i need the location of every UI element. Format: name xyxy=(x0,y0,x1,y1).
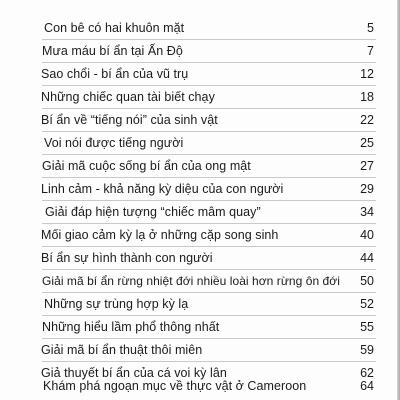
toc-entry-title: Bí ẩn sự hình thành con người xyxy=(41,251,213,265)
toc-entry-title: Giải mã bí ẩn thuật thôi miên xyxy=(41,343,203,357)
toc-entry-title: Sao chổi - bí ẩn của vũ trụ xyxy=(41,67,189,81)
toc-entry-title: Voi nói được tiếng người xyxy=(44,136,184,150)
toc-entry-title: Linh cảm - khả năng kỳ diệu của con người xyxy=(41,182,284,196)
toc-entry-title: Những sự trùng hợp kỳ lạ xyxy=(44,297,189,311)
toc-entry-page: 5 xyxy=(367,21,374,35)
toc-divider xyxy=(42,108,376,109)
toc-entry xyxy=(0,41,400,61)
toc-entry-title: Bí ẩn về “tiếng nói” của sinh vật xyxy=(41,113,218,127)
toc-entry xyxy=(0,294,400,314)
toc-entry xyxy=(0,340,400,360)
toc-divider xyxy=(42,361,376,362)
toc-divider xyxy=(42,62,376,63)
toc-entry-title: Mưa máu bí ẩn tại Ấn Độ xyxy=(42,44,183,58)
toc-divider xyxy=(42,200,376,201)
toc-divider xyxy=(42,315,376,316)
toc-entry-title: Mối giao cảm kỳ lạ ở những cặp song sinh xyxy=(41,228,279,242)
toc-entry xyxy=(0,376,400,396)
toc-entry-page: 55 xyxy=(360,320,374,334)
toc-entry xyxy=(0,18,400,38)
toc-entry-title: Những chiếc quan tài biết chạy xyxy=(41,90,215,104)
toc-entry-page: 59 xyxy=(360,343,374,357)
toc-divider xyxy=(42,246,376,247)
toc-entry-page: 64 xyxy=(360,379,374,393)
toc-entry xyxy=(0,87,400,107)
toc-entry-page: 44 xyxy=(360,251,374,265)
toc-entry-page: 29 xyxy=(360,182,374,196)
toc-entry xyxy=(0,225,400,245)
toc-entry xyxy=(0,156,400,176)
toc-entry-title: Những hiểu lầm phổ thông nhất xyxy=(42,320,220,334)
toc-entry-title: Giải mã cuộc sống bí ẩn của ong mật xyxy=(42,159,251,173)
toc-entry-page: 25 xyxy=(360,136,374,150)
toc-entry-page: 50 xyxy=(360,274,374,288)
toc-entry-page: 18 xyxy=(360,90,374,104)
toc-entry-title: Con bê có hai khuôn mặt xyxy=(44,21,185,35)
toc-entry xyxy=(0,202,400,222)
toc-entry-page: 12 xyxy=(360,67,374,81)
toc-entry-title: Giả thuyết bí ẩn của cá voi kỳ lân xyxy=(41,366,227,380)
toc-entry-page: 62 xyxy=(360,366,374,380)
toc-entry xyxy=(0,110,400,130)
toc-entry xyxy=(0,271,400,291)
toc-divider xyxy=(42,338,376,339)
toc-entry xyxy=(0,133,400,153)
toc-divider xyxy=(42,85,376,86)
toc-entry xyxy=(0,248,400,268)
toc-entry-page: 34 xyxy=(360,205,374,219)
toc-entry xyxy=(0,317,400,337)
toc-entry xyxy=(0,179,400,199)
toc-entry-page: 40 xyxy=(360,228,374,242)
toc-entry xyxy=(0,64,400,84)
toc-divider xyxy=(42,269,376,270)
toc-divider xyxy=(42,177,376,178)
toc-divider xyxy=(42,292,376,293)
toc-entry-title: Giải đáp hiện tượng “chiếc mâm quay” xyxy=(45,205,261,219)
toc-entry-title: Giải mã bí ẩn rừng nhiệt đới nhiều loài hơn rừng ôn đới xyxy=(42,274,340,288)
toc-divider xyxy=(42,154,376,155)
toc-divider xyxy=(42,39,376,40)
toc-entry-page: 52 xyxy=(360,297,374,311)
toc-divider xyxy=(42,223,376,224)
toc-entry-page: 27 xyxy=(360,159,374,173)
toc-entry-page: 7 xyxy=(367,44,374,58)
toc-entry-title: Khám phá ngoạn mục về thực vật ở Cameroon xyxy=(43,379,307,393)
toc-entry-page: 22 xyxy=(360,113,374,127)
toc-divider xyxy=(42,131,376,132)
